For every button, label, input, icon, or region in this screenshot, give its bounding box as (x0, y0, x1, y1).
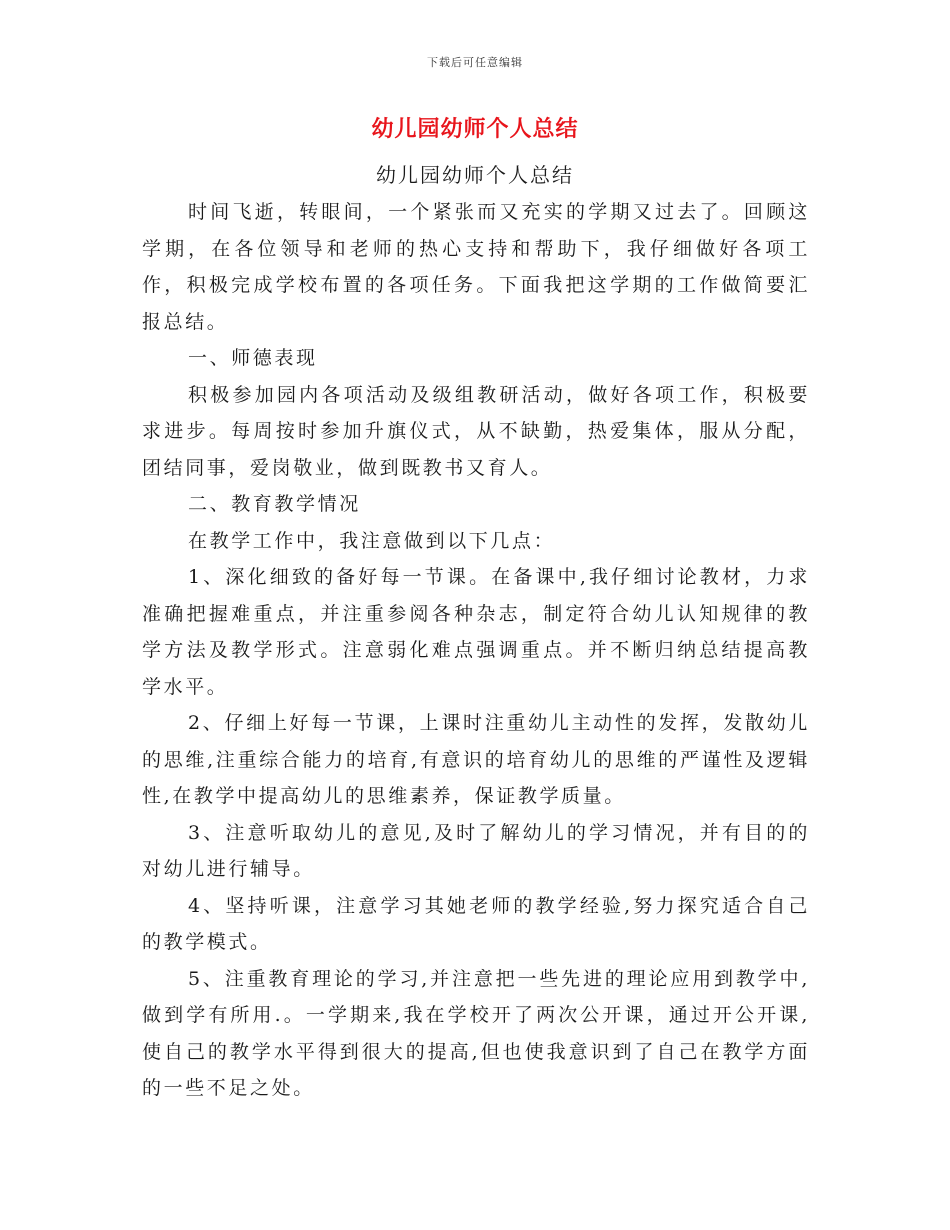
section-heading-ethics: 一、师德表现 (188, 347, 318, 369)
paragraph-point-5: 5、注重教育理论的学习,并注意把一些先进的理论应用到教学中,做到学有所用.。一学期来,我在学校开了两次公开课，通过开公开课,使自己的教学水平得到很大的提高,但也使我意识到了自己在教学方面的一些不足之处。 (142, 967, 810, 1099)
document-title: 幼儿园幼师个人总结 (371, 116, 579, 142)
paragraph-intro: 时间飞逝，转眼间，一个紧张而又充实的学期又过去了。回顾这学期，在各位领导和老师的热心支持和帮助下，我仔细做好各项工作，积极完成学校布置的各项任务。下面我把这学期的工作做简要汇报总结。 (142, 201, 810, 333)
paragraph-point-4: 4、坚持听课，注意学习其她老师的教学经验,努力探究适合自己的教学模式。 (142, 894, 810, 953)
document-body (142, 194, 810, 1107)
section-heading-teaching: 二、教育教学情况 (188, 493, 361, 515)
header-note: 下载后可任意编辑 (427, 56, 523, 69)
document-subtitle: 幼儿园幼师个人总结 (376, 163, 574, 187)
paragraph-ethics: 积极参加园内各项活动及级组教研活动，做好各项工作，积极要求进步。每周按时参加升旗仪式，从不缺勤，热爱集体，服从分配，团结同事，爱岗敬业，做到既教书又育人。 (142, 383, 810, 479)
paragraph-point-1: 1、深化细致的备好每一节课。在备课中,我仔细讨论教材，力求准确把握难重点，并注重参阅各种杂志，制定符合幼儿认知规律的教学方法及教学形式。注意弱化难点强调重点。并不断归纳总结提高教学水平。 (142, 566, 810, 698)
paragraph-teaching-intro: 在教学工作中，我注意做到以下几点： (188, 529, 556, 552)
paragraph-point-3: 3、注意听取幼儿的意见,及时了解幼儿的学习情况，并有目的的对幼儿进行辅导。 (142, 821, 810, 880)
paragraph-point-2: 2、仔细上好每一节课，上课时注重幼儿主动性的发挥，发散幼儿的思维,注重综合能力的培育,有意识的培育幼儿的思维的严谨性及逻辑性,在教学中提高幼儿的思维素养，保证教学质量。 (142, 712, 810, 807)
